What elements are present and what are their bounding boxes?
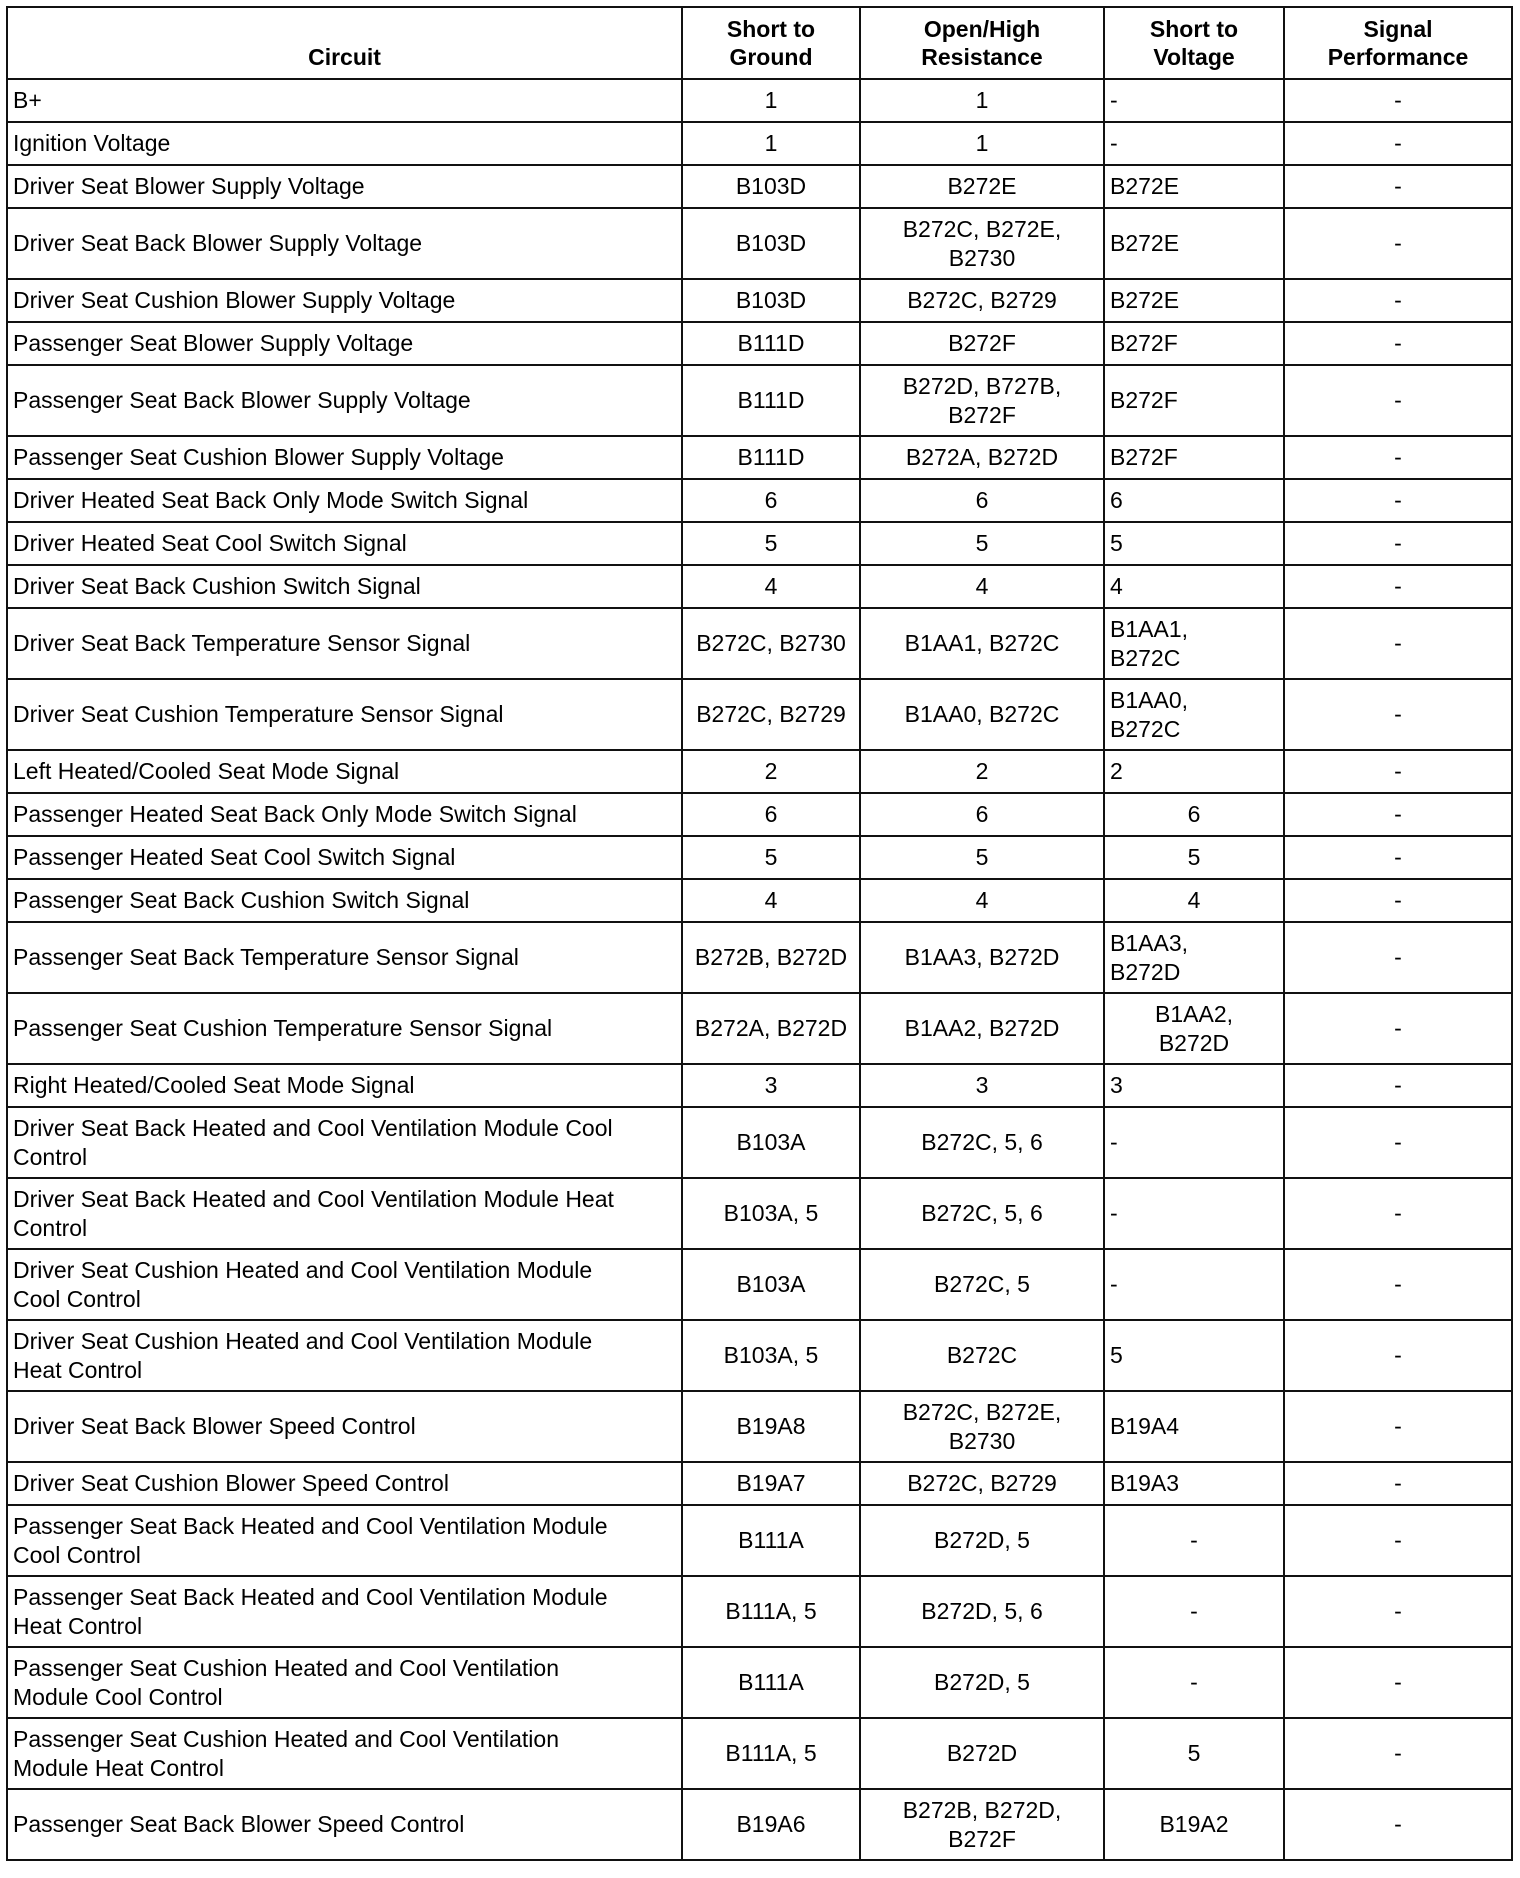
signal-performance-cell: - xyxy=(1284,79,1512,122)
short-to-voltage-cell: - xyxy=(1104,1576,1284,1647)
table-row xyxy=(7,679,1512,750)
circuit-cell: B+ xyxy=(7,79,682,122)
short-to-voltage-cell: B1AA1, B272C xyxy=(1104,608,1284,679)
circuit-cell: Driver Heated Seat Cool Switch Signal xyxy=(7,522,682,565)
signal-performance-cell: - xyxy=(1284,836,1512,879)
signal-performance-cell: - xyxy=(1284,679,1512,750)
short-to-voltage-cell: B1AA0, B272C xyxy=(1104,679,1284,750)
table-row xyxy=(7,1178,1512,1249)
short-to-ground-cell: B272C, B2729 xyxy=(682,679,860,750)
signal-performance-cell: - xyxy=(1284,922,1512,993)
short-to-voltage-cell: - xyxy=(1104,122,1284,165)
circuit-cell: Driver Seat Back Heated and Cool Ventilation Module Cool Control xyxy=(7,1107,682,1178)
open-high-resistance-cell: B272D, B727B, B272F xyxy=(860,365,1104,436)
table-row xyxy=(7,1789,1512,1860)
open-high-resistance-cell: B1AA1, B272C xyxy=(860,608,1104,679)
short-to-ground-cell: B19A6 xyxy=(682,1789,860,1860)
open-high-resistance-cell: 2 xyxy=(860,750,1104,793)
short-to-ground-cell: B111A xyxy=(682,1505,860,1576)
table-row xyxy=(7,1718,1512,1789)
signal-performance-cell: - xyxy=(1284,279,1512,322)
open-high-resistance-cell: B272C xyxy=(860,1320,1104,1391)
short-to-voltage-cell: B272F xyxy=(1104,322,1284,365)
short-to-voltage-cell: B19A2 xyxy=(1104,1789,1284,1860)
signal-performance-cell: - xyxy=(1284,608,1512,679)
table-row xyxy=(7,1320,1512,1391)
short-to-ground-cell: B19A7 xyxy=(682,1462,860,1505)
short-to-voltage-cell: B272F xyxy=(1104,436,1284,479)
short-to-ground-cell: B111D xyxy=(682,436,860,479)
table-row xyxy=(7,365,1512,436)
short-to-ground-cell: B111D xyxy=(682,365,860,436)
short-to-voltage-cell: B19A4 xyxy=(1104,1391,1284,1462)
signal-performance-cell: - xyxy=(1284,793,1512,836)
open-high-resistance-cell: 3 xyxy=(860,1064,1104,1107)
table-row xyxy=(7,1064,1512,1107)
table-row xyxy=(7,879,1512,922)
table-body xyxy=(7,79,1512,1860)
table-row xyxy=(7,922,1512,993)
table-row xyxy=(7,165,1512,208)
table-row xyxy=(7,793,1512,836)
short-to-voltage-cell: B1AA3, B272D xyxy=(1104,922,1284,993)
signal-performance-cell: - xyxy=(1284,1505,1512,1576)
open-high-resistance-cell: B272D, 5 xyxy=(860,1505,1104,1576)
table-row xyxy=(7,1462,1512,1505)
circuit-cell: Driver Seat Cushion Blower Speed Control xyxy=(7,1462,682,1505)
circuit-cell: Driver Seat Back Blower Speed Control xyxy=(7,1391,682,1462)
circuit-cell: Driver Seat Cushion Heated and Cool Ventilation Module Heat Control xyxy=(7,1320,682,1391)
short-to-voltage-cell: B272E xyxy=(1104,165,1284,208)
short-to-ground-cell: B103A, 5 xyxy=(682,1178,860,1249)
signal-performance-cell: - xyxy=(1284,1576,1512,1647)
table-row xyxy=(7,122,1512,165)
open-high-resistance-cell: B272D, 5, 6 xyxy=(860,1576,1104,1647)
open-high-resistance-cell: 6 xyxy=(860,479,1104,522)
open-high-resistance-cell: B1AA3, B272D xyxy=(860,922,1104,993)
short-to-voltage-cell: B272E xyxy=(1104,208,1284,279)
short-to-voltage-cell: - xyxy=(1104,1249,1284,1320)
signal-performance-cell: - xyxy=(1284,1178,1512,1249)
table-row xyxy=(7,279,1512,322)
short-to-voltage-cell: 5 xyxy=(1104,1718,1284,1789)
header-signal-performance: Signal Performance xyxy=(1284,7,1512,79)
circuit-cell: Driver Seat Back Temperature Sensor Signal xyxy=(7,608,682,679)
circuit-cell: Driver Seat Cushion Blower Supply Voltage xyxy=(7,279,682,322)
open-high-resistance-cell: B272C, 5, 6 xyxy=(860,1107,1104,1178)
short-to-ground-cell: B272C, B2730 xyxy=(682,608,860,679)
open-high-resistance-cell: B272C, B2729 xyxy=(860,1462,1104,1505)
short-to-ground-cell: B272A, B272D xyxy=(682,993,860,1064)
circuit-cell: Right Heated/Cooled Seat Mode Signal xyxy=(7,1064,682,1107)
signal-performance-cell: - xyxy=(1284,165,1512,208)
open-high-resistance-cell: 1 xyxy=(860,79,1104,122)
short-to-ground-cell: 6 xyxy=(682,479,860,522)
table-row xyxy=(7,79,1512,122)
signal-performance-cell: - xyxy=(1284,122,1512,165)
short-to-voltage-cell: 6 xyxy=(1104,793,1284,836)
table-row xyxy=(7,993,1512,1064)
table-row xyxy=(7,750,1512,793)
signal-performance-cell: - xyxy=(1284,1064,1512,1107)
short-to-ground-cell: 4 xyxy=(682,565,860,608)
table-row xyxy=(7,479,1512,522)
circuit-cell: Driver Seat Back Blower Supply Voltage xyxy=(7,208,682,279)
signal-performance-cell: - xyxy=(1284,565,1512,608)
table-row xyxy=(7,1647,1512,1718)
signal-performance-cell: - xyxy=(1284,322,1512,365)
circuit-cell: Left Heated/Cooled Seat Mode Signal xyxy=(7,750,682,793)
short-to-ground-cell: B111A, 5 xyxy=(682,1718,860,1789)
header-circuit: Circuit xyxy=(7,7,682,79)
open-high-resistance-cell: 4 xyxy=(860,879,1104,922)
circuit-cell: Passenger Seat Cushion Blower Supply Voltage xyxy=(7,436,682,479)
signal-performance-cell: - xyxy=(1284,1462,1512,1505)
table-row xyxy=(7,1505,1512,1576)
short-to-ground-cell: B19A8 xyxy=(682,1391,860,1462)
open-high-resistance-cell: 5 xyxy=(860,522,1104,565)
table-row xyxy=(7,836,1512,879)
short-to-voltage-cell: 5 xyxy=(1104,1320,1284,1391)
circuit-cell: Passenger Seat Back Heated and Cool Ventilation Module Heat Control xyxy=(7,1576,682,1647)
circuit-cell: Passenger Heated Seat Cool Switch Signal xyxy=(7,836,682,879)
short-to-voltage-cell: - xyxy=(1104,1107,1284,1178)
open-high-resistance-cell: 4 xyxy=(860,565,1104,608)
signal-performance-cell: - xyxy=(1284,522,1512,565)
short-to-voltage-cell: B272E xyxy=(1104,279,1284,322)
short-to-voltage-cell: B1AA2, B272D xyxy=(1104,993,1284,1064)
open-high-resistance-cell: B272C, 5, 6 xyxy=(860,1178,1104,1249)
circuit-cell: Passenger Seat Cushion Temperature Sensor Signal xyxy=(7,993,682,1064)
signal-performance-cell: - xyxy=(1284,1320,1512,1391)
short-to-ground-cell: B103D xyxy=(682,279,860,322)
short-to-ground-cell: 2 xyxy=(682,750,860,793)
circuit-cell: Passenger Heated Seat Back Only Mode Switch Signal xyxy=(7,793,682,836)
open-high-resistance-cell: 1 xyxy=(860,122,1104,165)
signal-performance-cell: - xyxy=(1284,1718,1512,1789)
circuit-cell: Passenger Seat Back Temperature Sensor Signal xyxy=(7,922,682,993)
short-to-ground-cell: 1 xyxy=(682,122,860,165)
short-to-ground-cell: B103D xyxy=(682,208,860,279)
circuit-cell: Driver Seat Blower Supply Voltage xyxy=(7,165,682,208)
short-to-ground-cell: 4 xyxy=(682,879,860,922)
table-row xyxy=(7,565,1512,608)
table-row xyxy=(7,436,1512,479)
open-high-resistance-cell: B272C, B2729 xyxy=(860,279,1104,322)
short-to-voltage-cell: 4 xyxy=(1104,565,1284,608)
signal-performance-cell: - xyxy=(1284,993,1512,1064)
short-to-voltage-cell: 4 xyxy=(1104,879,1284,922)
open-high-resistance-cell: B272F xyxy=(860,322,1104,365)
open-high-resistance-cell: B272C, B272E, B2730 xyxy=(860,1391,1104,1462)
signal-performance-cell: - xyxy=(1284,1647,1512,1718)
circuit-cell: Driver Seat Back Heated and Cool Ventilation Module Heat Control xyxy=(7,1178,682,1249)
signal-performance-cell: - xyxy=(1284,1107,1512,1178)
open-high-resistance-cell: B272C, B272E, B2730 xyxy=(860,208,1104,279)
header-short-to-ground: Short to Ground xyxy=(682,7,860,79)
circuit-cell: Driver Seat Cushion Temperature Sensor Signal xyxy=(7,679,682,750)
short-to-ground-cell: 3 xyxy=(682,1064,860,1107)
open-high-resistance-cell: B272E xyxy=(860,165,1104,208)
open-high-resistance-cell: B1AA2, B272D xyxy=(860,993,1104,1064)
signal-performance-cell: - xyxy=(1284,1789,1512,1860)
circuit-cell: Passenger Seat Cushion Heated and Cool Ventilation Module Heat Control xyxy=(7,1718,682,1789)
signal-performance-cell: - xyxy=(1284,436,1512,479)
dtc-symptom-table xyxy=(6,6,1513,1861)
open-high-resistance-cell: B272D, 5 xyxy=(860,1647,1104,1718)
table-row xyxy=(7,1107,1512,1178)
signal-performance-cell: - xyxy=(1284,365,1512,436)
table-row xyxy=(7,208,1512,279)
header-row xyxy=(7,7,1512,79)
short-to-ground-cell: B111D xyxy=(682,322,860,365)
short-to-voltage-cell: 5 xyxy=(1104,522,1284,565)
table-row xyxy=(7,1249,1512,1320)
short-to-voltage-cell: 5 xyxy=(1104,836,1284,879)
signal-performance-cell: - xyxy=(1284,1249,1512,1320)
open-high-resistance-cell: B272A, B272D xyxy=(860,436,1104,479)
circuit-cell: Driver Seat Back Cushion Switch Signal xyxy=(7,565,682,608)
open-high-resistance-cell: B272D xyxy=(860,1718,1104,1789)
short-to-voltage-cell: - xyxy=(1104,79,1284,122)
short-to-voltage-cell: 2 xyxy=(1104,750,1284,793)
header-open-high-resistance: Open/High Resistance xyxy=(860,7,1104,79)
short-to-voltage-cell: - xyxy=(1104,1178,1284,1249)
short-to-ground-cell: B103A xyxy=(682,1249,860,1320)
table-row xyxy=(7,1391,1512,1462)
short-to-ground-cell: 5 xyxy=(682,522,860,565)
signal-performance-cell: - xyxy=(1284,208,1512,279)
short-to-ground-cell: B103D xyxy=(682,165,860,208)
circuit-cell: Passenger Seat Blower Supply Voltage xyxy=(7,322,682,365)
short-to-ground-cell: B111A xyxy=(682,1647,860,1718)
short-to-voltage-cell: B272F xyxy=(1104,365,1284,436)
signal-performance-cell: - xyxy=(1284,879,1512,922)
signal-performance-cell: - xyxy=(1284,750,1512,793)
short-to-ground-cell: 6 xyxy=(682,793,860,836)
circuit-cell: Passenger Seat Back Blower Speed Control xyxy=(7,1789,682,1860)
open-high-resistance-cell: B272C, 5 xyxy=(860,1249,1104,1320)
short-to-ground-cell: B111A, 5 xyxy=(682,1576,860,1647)
short-to-voltage-cell: - xyxy=(1104,1647,1284,1718)
signal-performance-cell: - xyxy=(1284,479,1512,522)
short-to-voltage-cell: B19A3 xyxy=(1104,1462,1284,1505)
circuit-cell: Driver Seat Cushion Heated and Cool Ventilation Module Cool Control xyxy=(7,1249,682,1320)
table-row xyxy=(7,608,1512,679)
table-row xyxy=(7,1576,1512,1647)
short-to-voltage-cell: - xyxy=(1104,1505,1284,1576)
open-high-resistance-cell: 5 xyxy=(860,836,1104,879)
table-row xyxy=(7,322,1512,365)
circuit-cell: Ignition Voltage xyxy=(7,122,682,165)
table-row xyxy=(7,522,1512,565)
short-to-ground-cell: B272B, B272D xyxy=(682,922,860,993)
short-to-ground-cell: 1 xyxy=(682,79,860,122)
circuit-cell: Passenger Seat Back Heated and Cool Ventilation Module Cool Control xyxy=(7,1505,682,1576)
circuit-cell: Passenger Seat Back Blower Supply Voltage xyxy=(7,365,682,436)
short-to-ground-cell: B103A xyxy=(682,1107,860,1178)
circuit-cell: Passenger Seat Cushion Heated and Cool Ventilation Module Cool Control xyxy=(7,1647,682,1718)
open-high-resistance-cell: B272B, B272D, B272F xyxy=(860,1789,1104,1860)
short-to-voltage-cell: 6 xyxy=(1104,479,1284,522)
short-to-ground-cell: B103A, 5 xyxy=(682,1320,860,1391)
circuit-cell: Driver Heated Seat Back Only Mode Switch Signal xyxy=(7,479,682,522)
short-to-ground-cell: 5 xyxy=(682,836,860,879)
open-high-resistance-cell: 6 xyxy=(860,793,1104,836)
open-high-resistance-cell: B1AA0, B272C xyxy=(860,679,1104,750)
header-short-to-voltage: Short to Voltage xyxy=(1104,7,1284,79)
signal-performance-cell: - xyxy=(1284,1391,1512,1462)
circuit-cell: Passenger Seat Back Cushion Switch Signal xyxy=(7,879,682,922)
short-to-voltage-cell: 3 xyxy=(1104,1064,1284,1107)
